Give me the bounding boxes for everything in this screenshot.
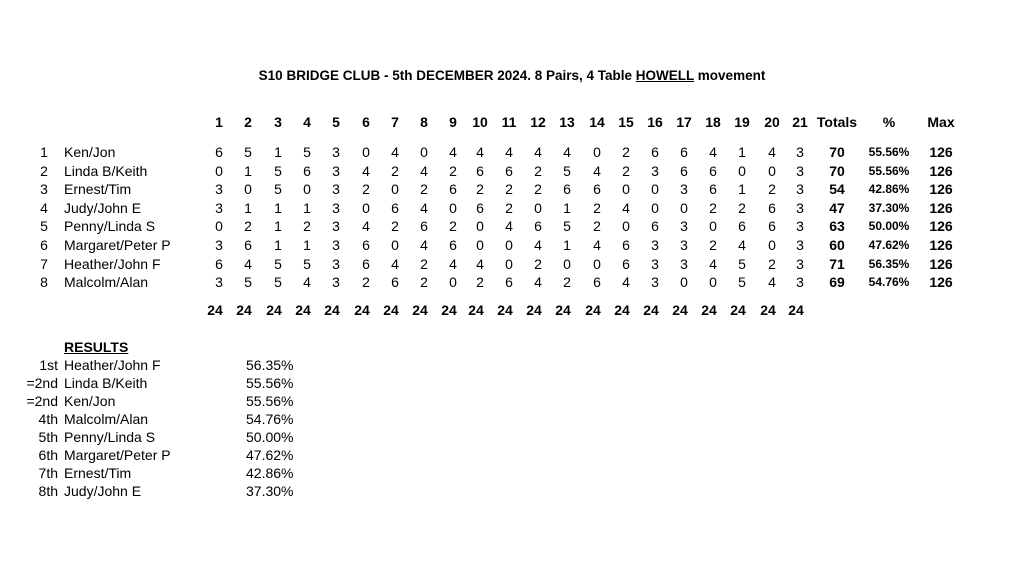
score-cell: 5 xyxy=(563,162,571,179)
score-cell: 0 xyxy=(362,144,370,160)
score-cell: 4 xyxy=(476,144,484,160)
board-total: 24 xyxy=(585,302,601,318)
score-cell: 3 xyxy=(332,162,340,179)
score-cell: 1 xyxy=(274,144,282,160)
board-total: 24 xyxy=(672,302,688,318)
score-cell: 3 xyxy=(215,199,223,216)
board-total: 24 xyxy=(526,302,542,318)
result-place: 4th xyxy=(38,411,58,427)
score-cell: 3 xyxy=(651,237,659,253)
result-row xyxy=(0,411,320,429)
board-total: 24 xyxy=(354,302,370,318)
board-total: 24 xyxy=(295,302,311,318)
pair-total: 63 xyxy=(829,218,845,235)
score-cell: 4 xyxy=(563,144,571,160)
score-cell: 3 xyxy=(332,218,340,235)
pair-max: 126 xyxy=(929,274,953,291)
score-cell: 4 xyxy=(420,237,428,253)
board-header: 11 xyxy=(501,114,517,130)
result-name: Judy/John E xyxy=(64,483,142,499)
score-cell: 6 xyxy=(362,255,370,272)
score-cell: 3 xyxy=(651,255,659,272)
score-cell: 3 xyxy=(332,274,340,291)
score-cell: 1 xyxy=(303,237,311,253)
pair-total: 60 xyxy=(829,237,845,253)
score-cell: 2 xyxy=(738,199,746,216)
score-cell: 2 xyxy=(622,162,630,179)
score-cell: 4 xyxy=(362,162,370,179)
score-cell: 6 xyxy=(680,144,688,160)
score-cell: 5 xyxy=(244,144,252,160)
pair-total: 70 xyxy=(829,162,845,179)
score-cell: 3 xyxy=(651,274,659,291)
result-place: =2nd xyxy=(26,393,58,409)
score-cell: 6 xyxy=(534,218,542,235)
score-cell: 2 xyxy=(534,181,542,198)
score-cell: 3 xyxy=(796,237,804,253)
board-total: 24 xyxy=(555,302,571,318)
board-total: 24 xyxy=(788,302,804,318)
score-cell: 3 xyxy=(215,237,223,253)
score-cell: 6 xyxy=(505,274,513,291)
results-heading: RESULTS xyxy=(64,339,129,355)
score-cell: 6 xyxy=(420,218,428,235)
score-cell: 2 xyxy=(593,218,601,235)
score-cell: 2 xyxy=(420,274,428,291)
score-cell: 6 xyxy=(738,218,746,235)
score-cell: 4 xyxy=(420,162,428,179)
pair-percentage: 47.62% xyxy=(868,238,910,252)
score-cell: 3 xyxy=(680,181,688,198)
score-cell: 6 xyxy=(362,237,370,253)
pair-name: Linda B/Keith xyxy=(64,162,148,179)
result-name: Heather/John F xyxy=(64,357,161,373)
score-cell: 4 xyxy=(303,274,311,291)
score-cell: 0 xyxy=(244,181,252,198)
score-cell: 6 xyxy=(709,181,717,198)
score-cell: 3 xyxy=(796,255,804,272)
score-cell: 5 xyxy=(303,144,311,160)
score-cell: 2 xyxy=(505,181,513,198)
board-header: 19 xyxy=(734,114,750,130)
pair-name: Judy/John E xyxy=(64,199,142,216)
pair-max: 126 xyxy=(929,237,953,253)
board-header: 5 xyxy=(332,114,340,130)
score-cell: 1 xyxy=(738,181,746,198)
pair-name: Ken/Jon xyxy=(64,144,116,160)
score-cell: 0 xyxy=(391,237,399,253)
title-prefix: S10 BRIDGE CLUB - 5th DECEMBER 2024. 8 Pairs, 4 Table xyxy=(258,68,636,83)
score-cell: 0 xyxy=(622,181,630,198)
result-percentage: 54.76% xyxy=(246,411,294,427)
result-row xyxy=(0,357,320,375)
result-percentage: 56.35% xyxy=(246,357,294,373)
score-cell: 2 xyxy=(303,218,311,235)
score-cell: 6 xyxy=(303,162,311,179)
page-title xyxy=(0,68,1024,83)
score-cell: 0 xyxy=(651,199,659,216)
board-header: 20 xyxy=(764,114,780,130)
result-place: =2nd xyxy=(26,375,58,391)
board-header: 13 xyxy=(559,114,575,130)
score-cell: 3 xyxy=(332,144,340,160)
score-cell: 0 xyxy=(476,237,484,253)
score-cell: 6 xyxy=(622,237,630,253)
title-suffix: movement xyxy=(694,68,766,83)
board-header: 9 xyxy=(449,114,457,130)
score-cell: 1 xyxy=(563,199,571,216)
score-cell: 0 xyxy=(680,199,688,216)
score-cell: 4 xyxy=(534,237,542,253)
result-percentage: 37.30% xyxy=(246,483,294,499)
score-cell: 0 xyxy=(362,199,370,216)
score-cell: 1 xyxy=(244,162,252,179)
score-cell: 2 xyxy=(505,199,513,216)
board-total: 24 xyxy=(643,302,659,318)
score-cell: 6 xyxy=(391,274,399,291)
board-header: 15 xyxy=(618,114,634,130)
score-cell: 3 xyxy=(796,181,804,198)
score-cell: 2 xyxy=(476,274,484,291)
score-cell: 5 xyxy=(303,255,311,272)
score-cell: 0 xyxy=(709,218,717,235)
board-total: 24 xyxy=(497,302,513,318)
board-total: 24 xyxy=(468,302,484,318)
board-header: 8 xyxy=(420,114,428,130)
score-cell: 2 xyxy=(362,181,370,198)
score-cell: 4 xyxy=(420,199,428,216)
score-cell: 3 xyxy=(680,255,688,272)
score-cell: 3 xyxy=(215,181,223,198)
board-total: 24 xyxy=(207,302,223,318)
score-cell: 2 xyxy=(420,255,428,272)
score-cell: 3 xyxy=(332,199,340,216)
pair-max: 126 xyxy=(929,181,953,198)
score-cell: 4 xyxy=(768,144,776,160)
score-cell: 3 xyxy=(215,274,223,291)
result-place: 7th xyxy=(38,465,58,481)
score-cell: 4 xyxy=(391,255,399,272)
score-cell: 3 xyxy=(332,181,340,198)
score-cell: 2 xyxy=(768,255,776,272)
score-cell: 4 xyxy=(593,162,601,179)
score-cell: 0 xyxy=(709,274,717,291)
board-header: 4 xyxy=(303,114,311,130)
pair-max: 126 xyxy=(929,255,953,272)
score-cell: 4 xyxy=(476,255,484,272)
score-cell: 6 xyxy=(622,255,630,272)
score-cell: 0 xyxy=(303,181,311,198)
pair-number: 3 xyxy=(40,181,48,198)
score-cell: 3 xyxy=(680,218,688,235)
score-cell: 4 xyxy=(449,144,457,160)
result-name: Penny/Linda S xyxy=(64,429,156,445)
score-cell: 4 xyxy=(449,255,457,272)
score-cell: 0 xyxy=(768,237,776,253)
pair-number: 6 xyxy=(40,237,48,253)
score-cell: 1 xyxy=(738,144,746,160)
result-place: 5th xyxy=(38,429,58,445)
score-cell: 5 xyxy=(738,274,746,291)
score-cell: 6 xyxy=(476,162,484,179)
score-cell: 5 xyxy=(274,274,282,291)
result-percentage: 50.00% xyxy=(246,429,294,445)
score-cell: 6 xyxy=(680,162,688,179)
score-cell: 6 xyxy=(449,237,457,253)
score-cell: 4 xyxy=(505,218,513,235)
score-cell: 2 xyxy=(768,181,776,198)
score-cell: 2 xyxy=(449,162,457,179)
pair-total: 47 xyxy=(829,199,845,216)
score-cell: 4 xyxy=(505,144,513,160)
pair-total: 69 xyxy=(829,274,845,291)
score-cell: 0 xyxy=(449,199,457,216)
result-row xyxy=(0,465,320,483)
score-cell: 2 xyxy=(391,218,399,235)
board-header: 7 xyxy=(391,114,399,130)
score-cell: 5 xyxy=(274,181,282,198)
score-cell: 6 xyxy=(391,199,399,216)
result-row xyxy=(0,375,320,393)
score-cell: 1 xyxy=(303,199,311,216)
score-cell: 6 xyxy=(593,181,601,198)
score-cell: 4 xyxy=(593,237,601,253)
score-cell: 4 xyxy=(709,255,717,272)
result-row xyxy=(0,393,320,411)
result-name: Linda B/Keith xyxy=(64,375,148,391)
board-total: 24 xyxy=(760,302,776,318)
score-cell: 6 xyxy=(651,218,659,235)
score-cell: 2 xyxy=(563,274,571,291)
pair-number: 7 xyxy=(40,255,48,272)
score-cell: 5 xyxy=(274,255,282,272)
score-cell: 0 xyxy=(593,255,601,272)
pair-percentage: 55.56% xyxy=(868,145,910,159)
score-cell: 4 xyxy=(768,274,776,291)
pair-total: 71 xyxy=(829,255,845,272)
score-cell: 0 xyxy=(680,274,688,291)
pair-percentage: 55.56% xyxy=(868,163,910,178)
board-header: 6 xyxy=(362,114,370,130)
score-cell: 6 xyxy=(651,144,659,160)
score-cell: 3 xyxy=(796,274,804,291)
result-place: 6th xyxy=(38,447,58,463)
score-cell: 5 xyxy=(274,162,282,179)
score-cell: 2 xyxy=(420,181,428,198)
board-header: 2 xyxy=(244,114,252,130)
score-cell: 4 xyxy=(362,218,370,235)
score-cell: 4 xyxy=(534,274,542,291)
pair-name: Malcolm/Alan xyxy=(64,274,149,291)
score-cell: 3 xyxy=(651,162,659,179)
score-cell: 3 xyxy=(796,199,804,216)
score-cell: 2 xyxy=(534,162,542,179)
pair-name: Heather/John F xyxy=(64,255,161,272)
board-total: 24 xyxy=(614,302,630,318)
score-cell: 2 xyxy=(391,162,399,179)
result-name: Margaret/Peter P xyxy=(64,447,171,463)
result-percentage: 55.56% xyxy=(246,375,294,391)
score-cell: 0 xyxy=(215,162,223,179)
board-header: 10 xyxy=(472,114,488,130)
pair-max: 126 xyxy=(929,144,953,160)
score-cell: 3 xyxy=(796,162,804,179)
score-cell: 3 xyxy=(680,237,688,253)
result-row xyxy=(0,429,320,447)
score-cell: 2 xyxy=(709,199,717,216)
board-header: 21 xyxy=(792,114,808,130)
board-total: 24 xyxy=(441,302,457,318)
pair-number: 5 xyxy=(40,218,48,235)
title-underlined: HOWELL xyxy=(635,68,695,83)
score-cell: 6 xyxy=(505,162,513,179)
board-total: 24 xyxy=(730,302,746,318)
board-header: 12 xyxy=(530,114,546,130)
totals-header: Totals xyxy=(816,114,858,130)
score-cell: 3 xyxy=(332,237,340,253)
pair-max: 126 xyxy=(929,218,953,235)
max-header: Max xyxy=(927,114,955,130)
score-cell: 0 xyxy=(534,199,542,216)
score-cell: 6 xyxy=(563,181,571,198)
score-cell: 0 xyxy=(563,255,571,272)
score-cell: 4 xyxy=(709,144,717,160)
result-name: Ken/Jon xyxy=(64,393,116,409)
score-cell: 5 xyxy=(563,218,571,235)
pair-name: Ernest/Tim xyxy=(64,181,132,198)
board-header: 17 xyxy=(676,114,692,130)
score-cell: 6 xyxy=(709,162,717,179)
board-header: 16 xyxy=(647,114,663,130)
pair-number: 8 xyxy=(40,274,48,291)
score-cell: 0 xyxy=(593,144,601,160)
pair-total: 54 xyxy=(829,181,845,198)
pair-number: 2 xyxy=(40,162,48,179)
score-cell: 0 xyxy=(505,237,513,253)
score-cell: 3 xyxy=(332,255,340,272)
pair-percentage: 54.76% xyxy=(868,275,910,290)
pair-name: Penny/Linda S xyxy=(64,218,156,235)
result-place: 1st xyxy=(39,357,58,373)
pair-number: 4 xyxy=(40,199,48,216)
score-cell: 0 xyxy=(476,218,484,235)
result-row xyxy=(0,447,320,465)
pct-header: % xyxy=(882,114,896,130)
score-cell: 6 xyxy=(768,218,776,235)
board-total: 24 xyxy=(701,302,717,318)
score-cell: 6 xyxy=(593,274,601,291)
score-cell: 0 xyxy=(738,162,746,179)
score-cell: 1 xyxy=(274,218,282,235)
score-cell: 4 xyxy=(622,274,630,291)
score-cell: 4 xyxy=(622,199,630,216)
score-cell: 1 xyxy=(563,237,571,253)
score-cell: 0 xyxy=(215,218,223,235)
score-cell: 2 xyxy=(709,237,717,253)
result-name: Ernest/Tim xyxy=(64,465,132,481)
pair-percentage: 50.00% xyxy=(868,219,910,234)
score-cell: 0 xyxy=(449,274,457,291)
score-cell: 2 xyxy=(244,218,252,235)
score-cell: 2 xyxy=(593,199,601,216)
score-cell: 6 xyxy=(215,144,223,160)
score-cell: 2 xyxy=(622,144,630,160)
score-cell: 2 xyxy=(362,274,370,291)
score-cell: 0 xyxy=(768,162,776,179)
score-cell: 4 xyxy=(534,144,542,160)
pair-percentage: 42.86% xyxy=(868,182,910,197)
score-cell: 5 xyxy=(244,274,252,291)
pair-number: 1 xyxy=(40,144,48,160)
result-percentage: 42.86% xyxy=(246,465,294,481)
result-place: 8th xyxy=(38,483,58,499)
pair-percentage: 37.30% xyxy=(868,200,910,215)
score-cell: 1 xyxy=(274,199,282,216)
score-cell: 4 xyxy=(738,237,746,253)
score-cell: 0 xyxy=(391,181,399,198)
board-total: 24 xyxy=(383,302,399,318)
pair-percentage: 56.35% xyxy=(868,256,910,271)
score-cell: 5 xyxy=(738,255,746,272)
board-total: 24 xyxy=(236,302,252,318)
score-cell: 3 xyxy=(796,218,804,235)
result-percentage: 55.56% xyxy=(246,393,294,409)
board-total: 24 xyxy=(412,302,428,318)
result-row xyxy=(0,483,320,501)
board-header: 3 xyxy=(274,114,282,130)
pair-name: Margaret/Peter P xyxy=(64,237,171,253)
pair-max: 126 xyxy=(929,199,953,216)
pair-total: 70 xyxy=(829,144,845,160)
score-cell: 6 xyxy=(476,199,484,216)
score-cell: 1 xyxy=(244,199,252,216)
score-cell: 6 xyxy=(215,255,223,272)
result-name: Malcolm/Alan xyxy=(64,411,149,427)
board-total: 24 xyxy=(266,302,282,318)
board-total: 24 xyxy=(324,302,340,318)
score-cell: 6 xyxy=(244,237,252,253)
result-percentage: 47.62% xyxy=(246,447,294,463)
score-cell: 4 xyxy=(391,144,399,160)
board-header: 18 xyxy=(705,114,721,130)
score-cell: 0 xyxy=(505,255,513,272)
score-cell: 0 xyxy=(622,218,630,235)
score-cell: 1 xyxy=(274,237,282,253)
score-cell: 0 xyxy=(651,181,659,198)
score-cell: 4 xyxy=(244,255,252,272)
pair-max: 126 xyxy=(929,162,953,179)
score-cell: 2 xyxy=(476,181,484,198)
score-cell: 0 xyxy=(420,144,428,160)
score-cell: 3 xyxy=(796,144,804,160)
score-cell: 6 xyxy=(768,199,776,216)
score-cell: 2 xyxy=(534,255,542,272)
board-header: 1 xyxy=(215,114,223,130)
score-cell: 2 xyxy=(449,218,457,235)
board-header: 14 xyxy=(589,114,605,130)
score-cell: 6 xyxy=(449,181,457,198)
